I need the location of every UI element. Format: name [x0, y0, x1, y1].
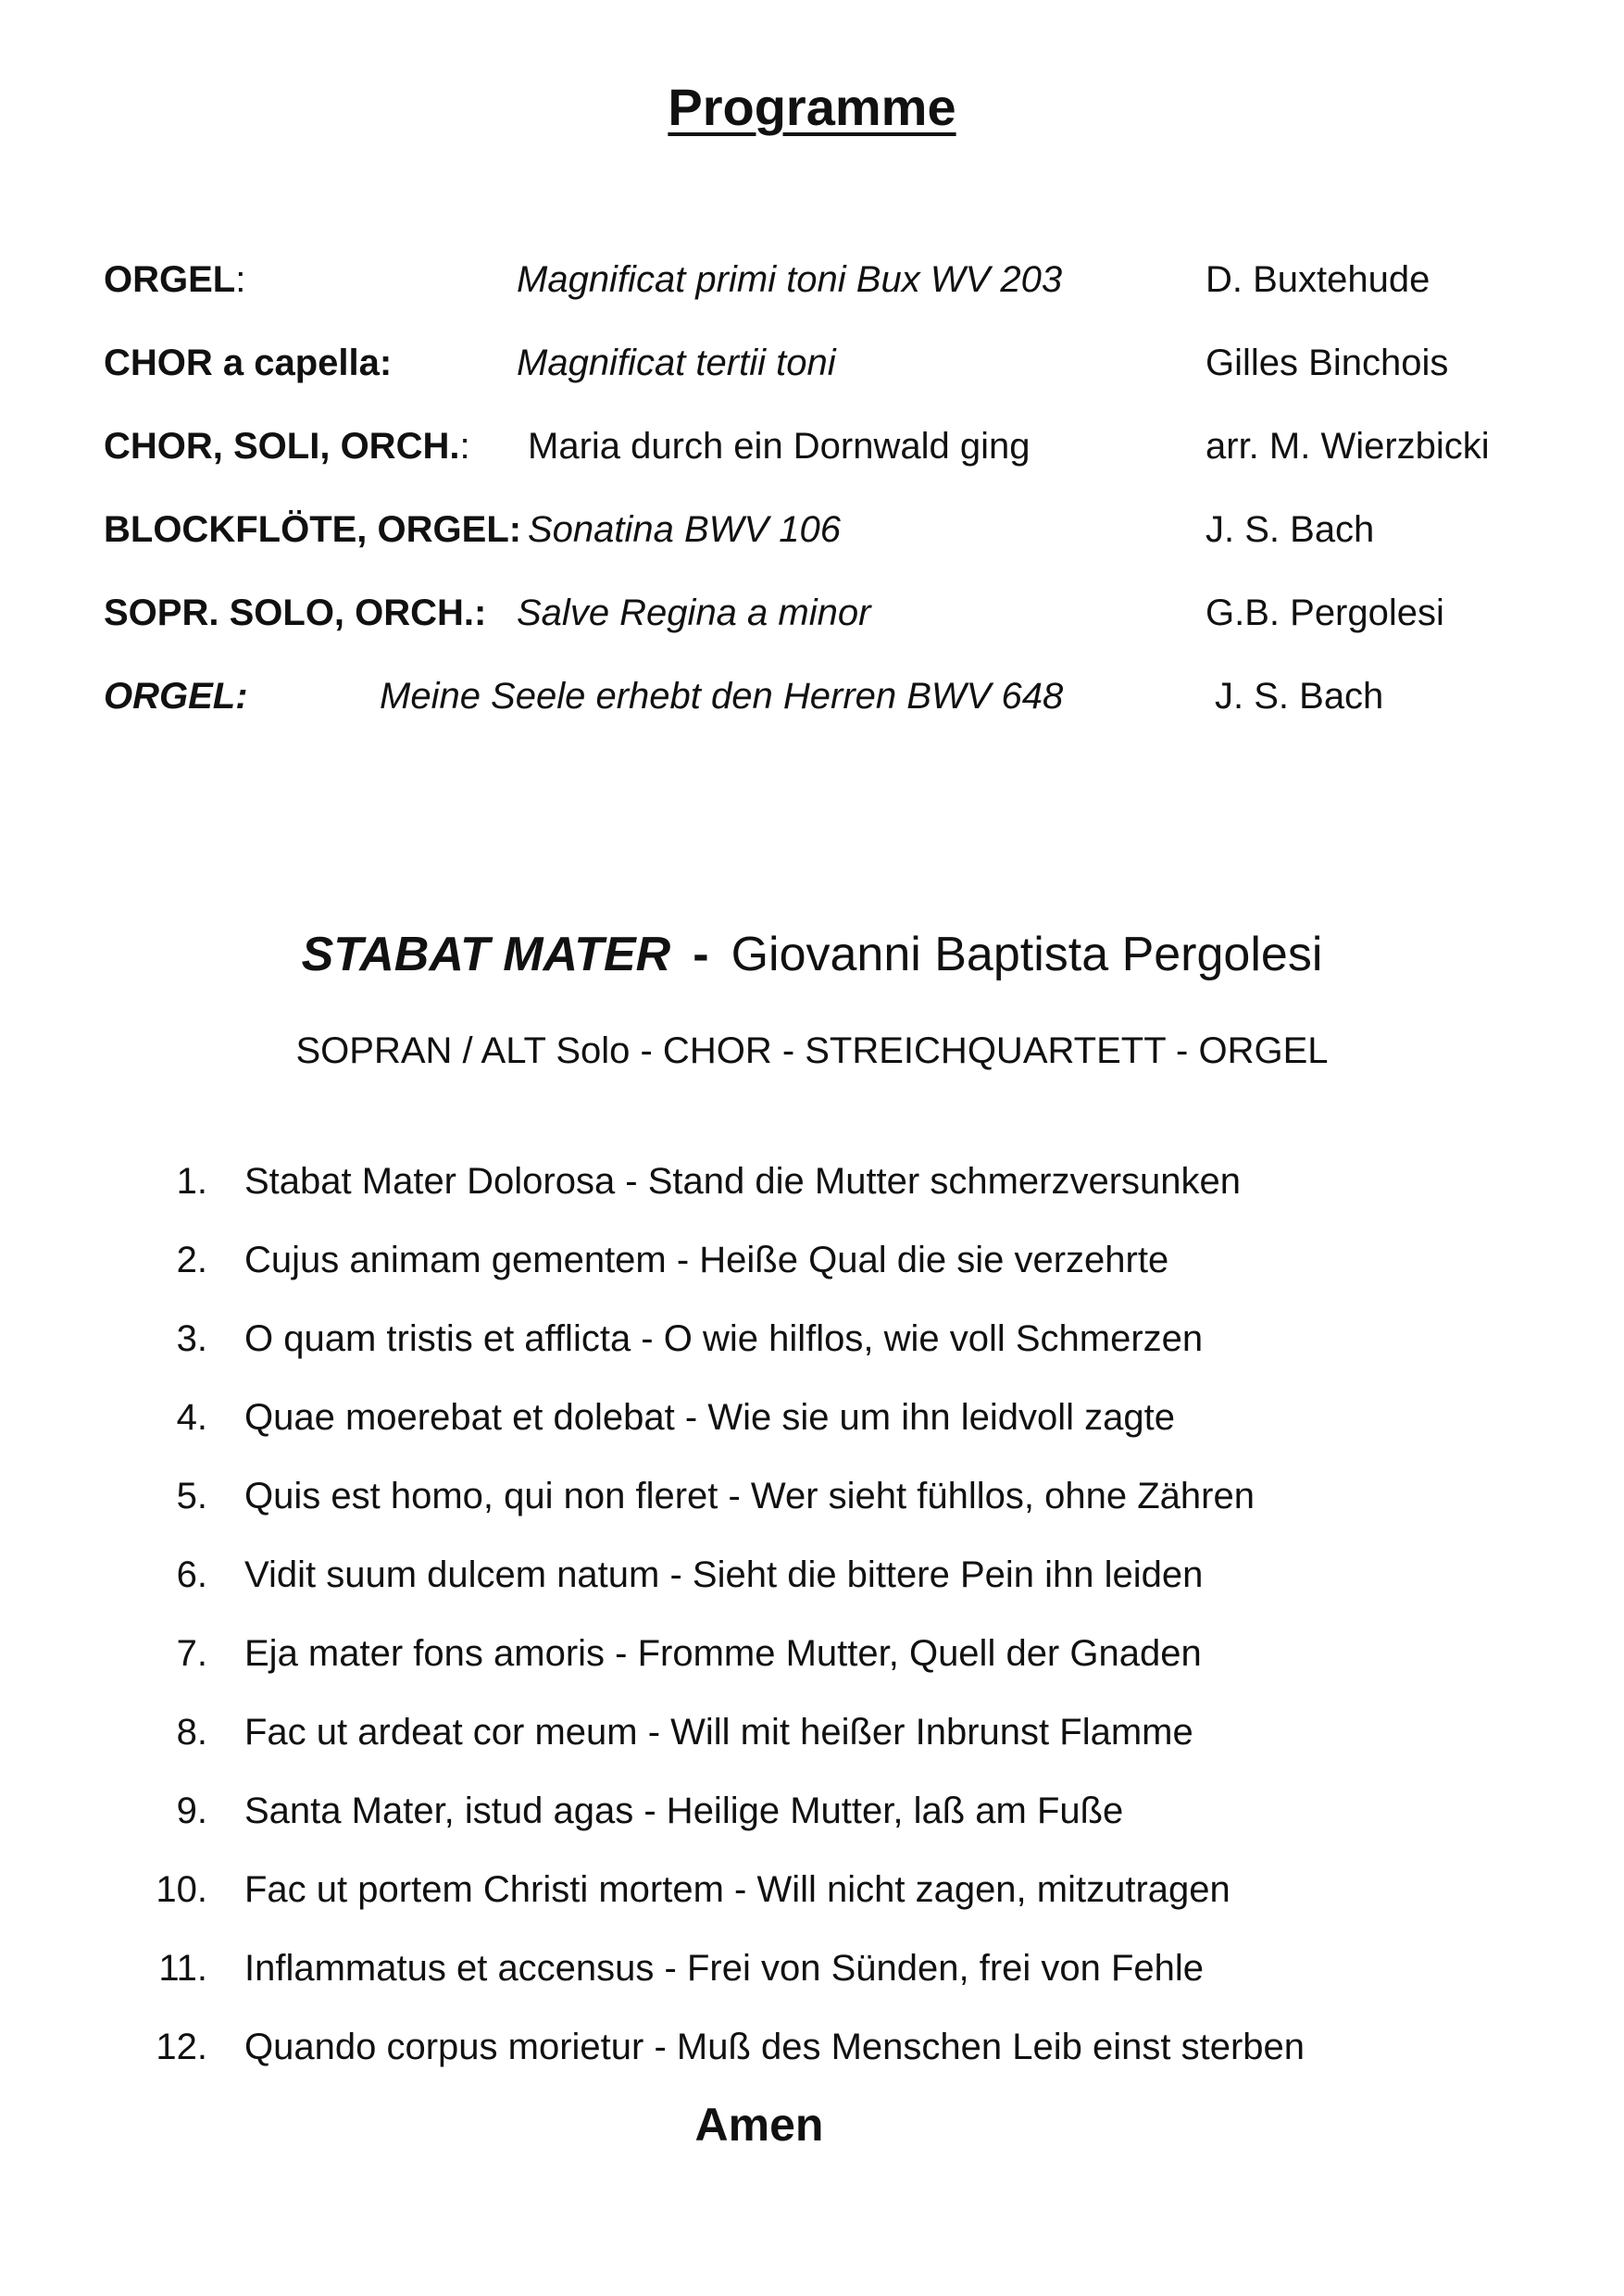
- programme-composer: J. S. Bach: [1206, 509, 1375, 550]
- programme-work: Sonatina BWV 106: [528, 509, 841, 550]
- programme-composer: G.B. Pergolesi: [1206, 593, 1444, 633]
- programme-performer: SOPR. SOLO, ORCH.:: [104, 593, 487, 633]
- programme-work: Magnificat primi toni Bux WV 203: [517, 259, 1063, 300]
- programme-performer: CHOR a capella:: [104, 343, 393, 383]
- movement-title: Fac ut portem Christi mortem - Will nicht zagen, mitzutragen: [244, 1869, 1230, 1910]
- movement-number: 7.: [176, 1633, 207, 1674]
- movement-title: Quis est homo, qui non fleret - Wer sieht fühllos, ohne Zähren: [244, 1476, 1255, 1516]
- movement-number: 9.: [176, 1791, 207, 1831]
- movement-number: 11.: [158, 1948, 207, 1989]
- programme-performer: CHOR, SOLI, ORCH.:: [104, 426, 470, 467]
- movement-title: O quam tristis et afflicta - O wie hilflos, wie voll Schmerzen: [244, 1318, 1204, 1359]
- closing-amen: Amen: [694, 2099, 824, 2151]
- programme-work: Salve Regina a minor: [517, 593, 871, 633]
- section-title: STABAT MATER - Giovanni Baptista Pergolesi: [301, 928, 1323, 981]
- movement-number: 3.: [176, 1318, 207, 1359]
- movement-number: 8.: [176, 1712, 207, 1753]
- movement-number: 2.: [176, 1240, 207, 1280]
- movement-title: Quae moerebat et dolebat - Wie sie um ihn leidvoll zagte: [244, 1397, 1175, 1438]
- movement-number: 12.: [156, 2027, 207, 2067]
- programme-composer: J. S. Bach: [1215, 676, 1384, 717]
- programme-composer: Gilles Binchois: [1206, 343, 1449, 383]
- programme-performer: ORGEL:: [104, 259, 246, 300]
- movement-title: Inflammatus et accensus - Frei von Sünden, frei von Fehle: [244, 1948, 1205, 1989]
- movement-number: 10.: [156, 1869, 207, 1910]
- programme-work: Maria durch ein Dornwald ging: [528, 426, 1031, 467]
- movement-title: Eja mater fons amoris - Fromme Mutter, Quell der Gnaden: [244, 1633, 1202, 1674]
- programme-performer: ORGEL:: [104, 676, 248, 717]
- programme-performer: BLOCKFLÖTE, ORGEL:: [104, 509, 522, 550]
- page-title: Programme: [668, 78, 956, 136]
- movement-number: 1.: [176, 1161, 207, 1202]
- movement-number: 4.: [176, 1397, 207, 1438]
- movement-title: Cujus animam gementem - Heiße Qual die sie verzehrte: [244, 1240, 1169, 1280]
- movement-number: 5.: [176, 1476, 207, 1516]
- movement-title: Quando corpus morietur - Muß des Menschen Leib einst sterben: [244, 2027, 1305, 2067]
- movement-title: Vidit suum dulcem natum - Sieht die bittere Pein ihn leiden: [244, 1554, 1204, 1595]
- section-scoring: SOPRAN / ALT Solo - CHOR - STREICHQUARTETT - ORGEL: [295, 1030, 1329, 1071]
- movement-title: Fac ut ardeat cor meum - Will mit heißer Inbrunst Flamme: [244, 1712, 1193, 1753]
- movement-title: Santa Mater, istud agas - Heilige Mutter, laß am Fuße: [244, 1791, 1124, 1831]
- movement-title: Stabat Mater Dolorosa - Stand die Mutter schmerzversunken: [244, 1161, 1242, 1202]
- programme-work: Meine Seele erhebt den Herren BWV 648: [380, 676, 1064, 717]
- movement-number: 6.: [176, 1554, 207, 1595]
- programme-work: Magnificat tertii toni: [517, 343, 836, 383]
- programme-composer: D. Buxtehude: [1206, 259, 1430, 300]
- programme-composer: arr. M. Wierzbicki: [1206, 426, 1490, 467]
